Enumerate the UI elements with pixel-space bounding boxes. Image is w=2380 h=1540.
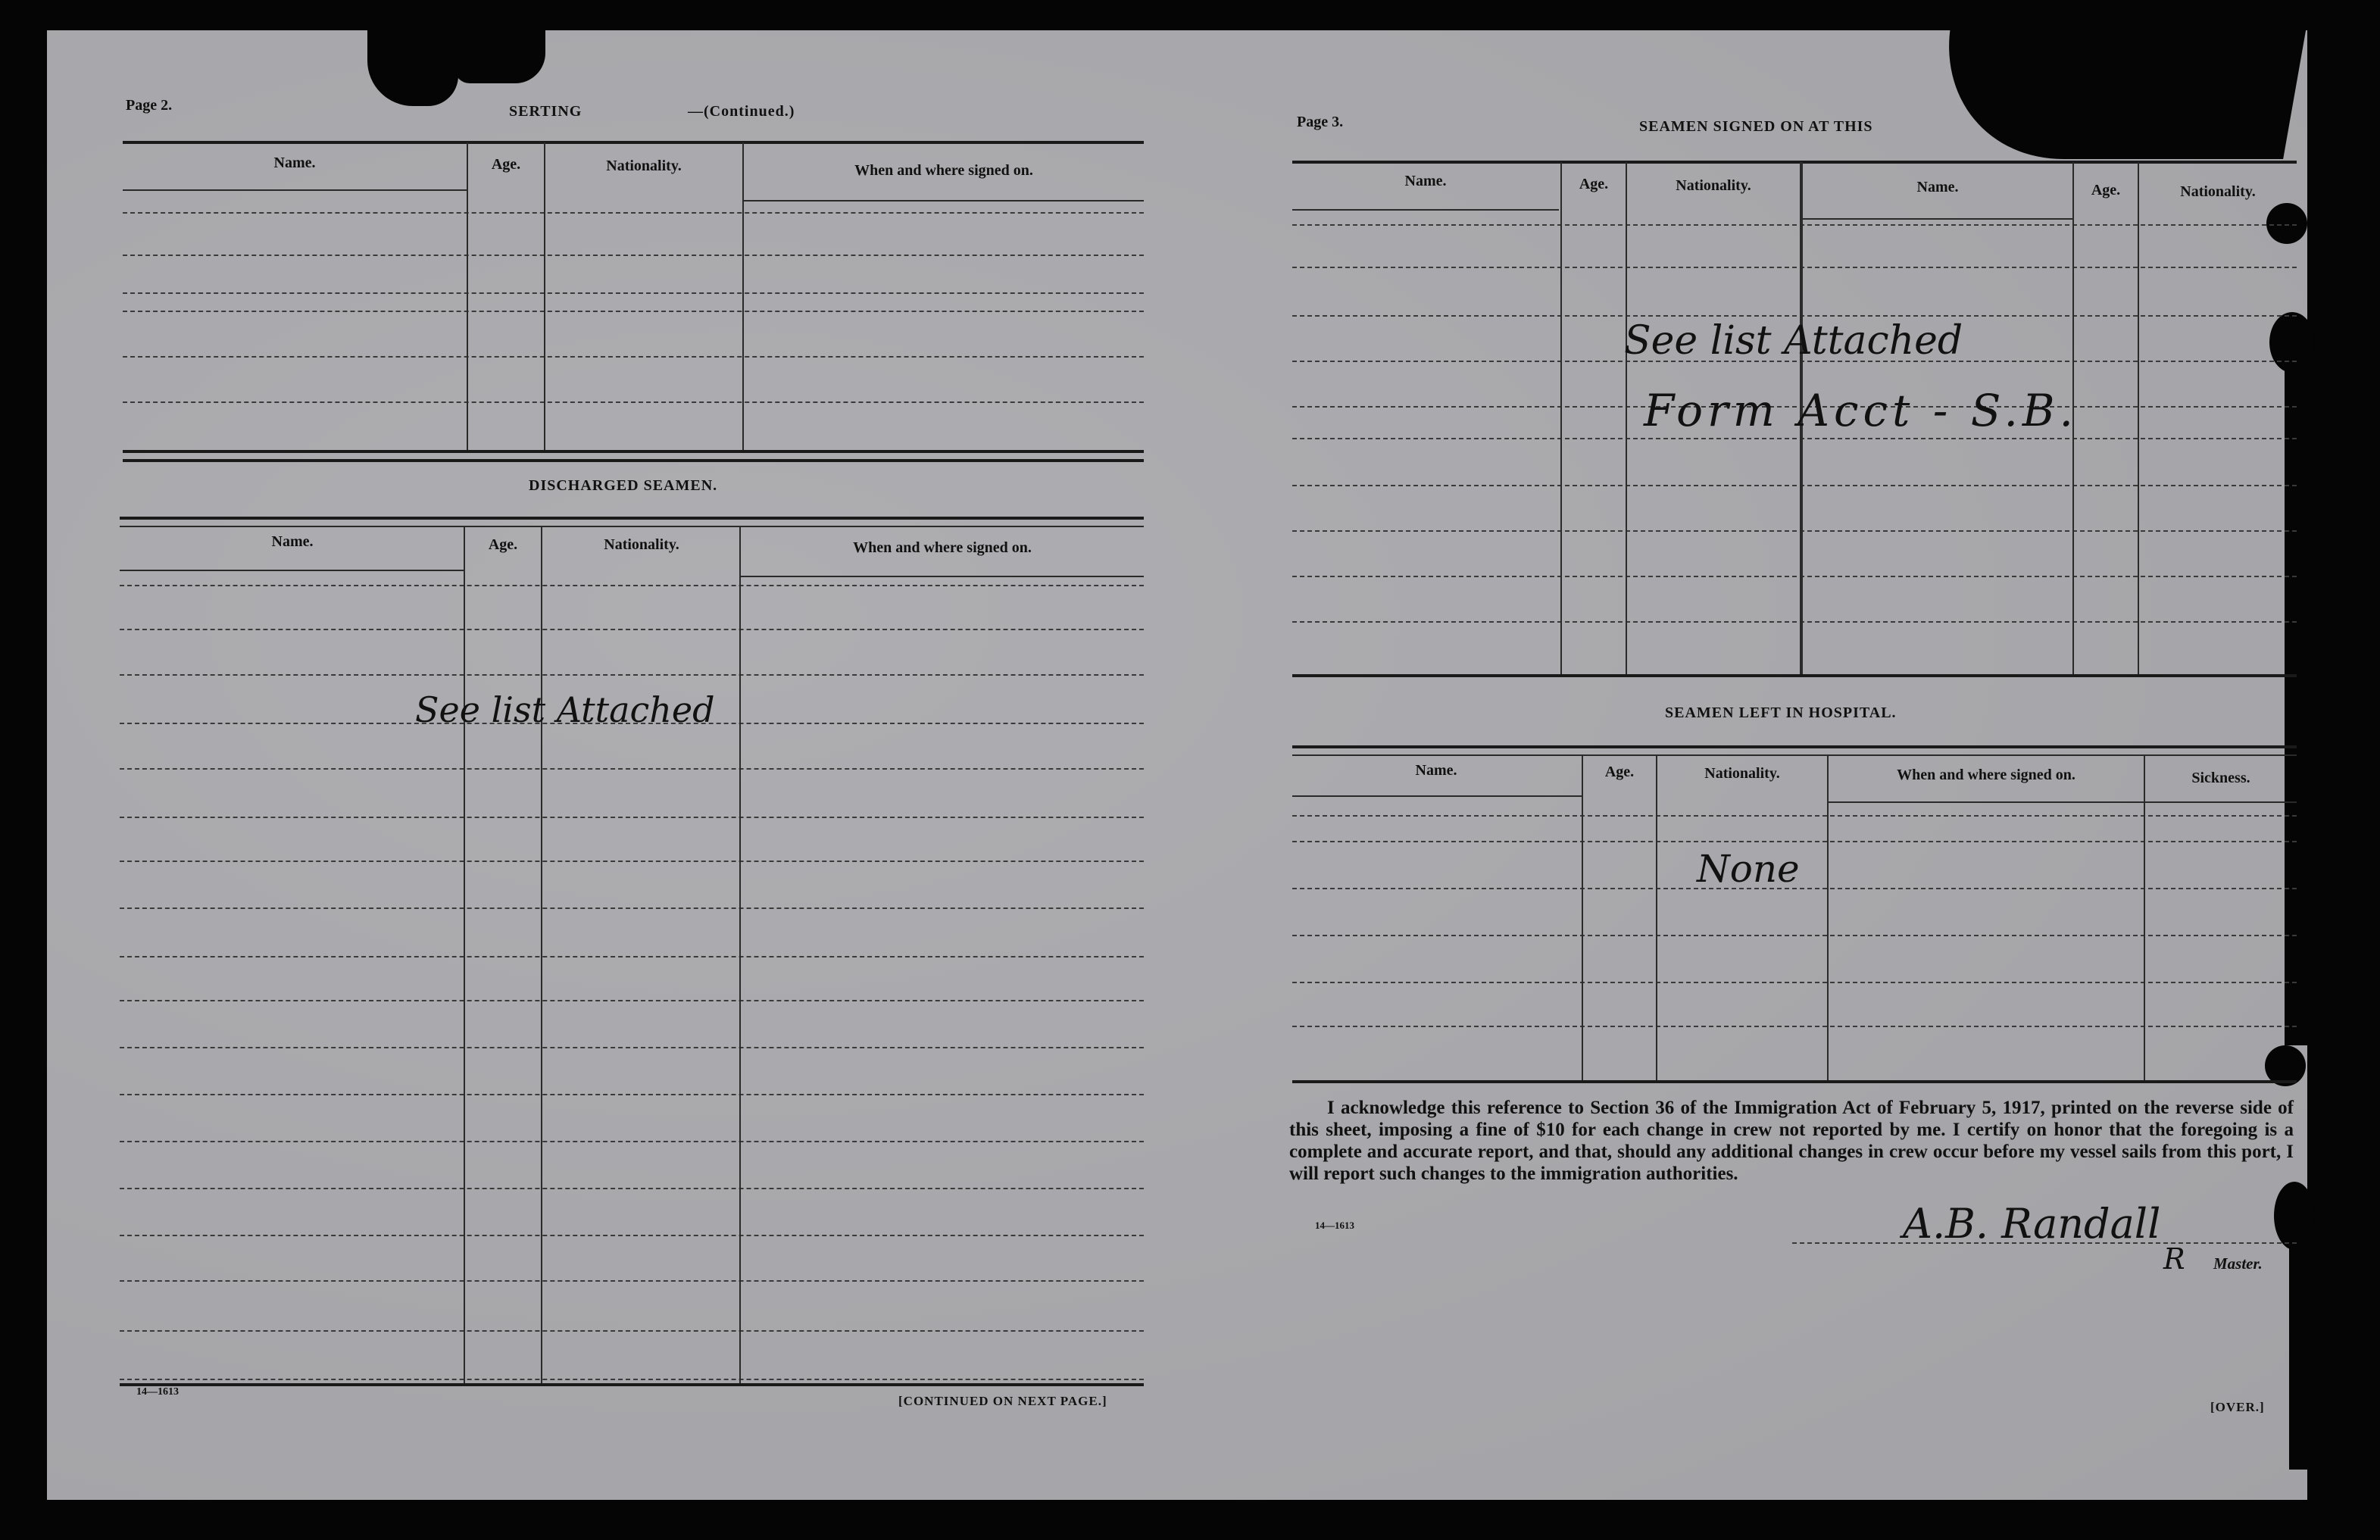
col-divider xyxy=(1626,162,1627,674)
table-row xyxy=(123,356,1144,358)
table-border xyxy=(1292,754,2297,756)
table-border xyxy=(1292,1080,2297,1083)
table-border xyxy=(1292,161,2297,164)
form-number: 14—1613 xyxy=(1315,1220,1354,1231)
col-header-name: Name. xyxy=(1404,173,1447,189)
col-header-name: Name. xyxy=(1415,762,1457,779)
torn-edge xyxy=(367,23,458,106)
punch-hole xyxy=(2266,203,2307,244)
col-divider xyxy=(467,142,468,450)
table-rule xyxy=(120,570,465,571)
table-border xyxy=(1292,745,2297,748)
col-header-age-2: Age. xyxy=(2091,182,2121,198)
table-row xyxy=(1292,315,2297,317)
table-row xyxy=(120,674,1144,676)
table-row xyxy=(120,585,1144,586)
table-rule xyxy=(1292,209,1559,211)
table-row xyxy=(120,1094,1144,1095)
table-border xyxy=(120,526,1144,527)
col-header-when-where: When and where signed on. xyxy=(1897,767,2075,783)
table-row xyxy=(1292,485,2297,486)
col-header-age: Age. xyxy=(491,156,521,173)
col-header-age: Age. xyxy=(1579,176,1609,192)
signature-mark: R xyxy=(2163,1242,2185,1276)
handwritten-note: See list Attached xyxy=(415,689,715,730)
col-divider xyxy=(1560,162,1562,674)
torn-edge xyxy=(2285,364,2315,1045)
col-header-name: Name. xyxy=(273,155,316,171)
table-row xyxy=(120,956,1144,957)
table-row xyxy=(1292,841,2297,842)
col-header-name: Name. xyxy=(271,533,314,550)
table-rule xyxy=(1803,218,2072,220)
continued-label: [CONTINUED ON NEXT PAGE.] xyxy=(898,1394,1107,1408)
table-rule xyxy=(1292,795,1582,797)
col-header-nationality-2: Nationality. xyxy=(2180,183,2256,200)
table-border xyxy=(123,450,1144,453)
handwritten-note: None xyxy=(1697,847,1800,891)
col-divider xyxy=(464,527,465,1383)
col-header-name-2: Name. xyxy=(1916,179,1959,195)
col-header-when-where: When and where signed on. xyxy=(853,539,1032,556)
table-row xyxy=(120,1280,1144,1282)
section-title: SERTING xyxy=(509,103,583,120)
table-row xyxy=(1292,267,2297,268)
table-row xyxy=(120,629,1144,630)
table-row xyxy=(1292,982,2297,983)
col-divider xyxy=(2138,162,2139,674)
col-header-age: Age. xyxy=(488,536,518,553)
col-header-nationality: Nationality. xyxy=(1676,177,1751,194)
handwritten-note: See list Attached xyxy=(1624,318,1963,364)
table-row xyxy=(120,1235,1144,1236)
table-row xyxy=(1292,621,2297,623)
table-row xyxy=(120,1141,1144,1142)
table-row xyxy=(120,1000,1144,1001)
table-border xyxy=(120,1383,1144,1386)
table-row xyxy=(123,212,1144,214)
col-divider xyxy=(2144,756,2145,1080)
punch-hole xyxy=(2274,1182,2315,1250)
col-divider xyxy=(544,142,545,450)
table-border xyxy=(120,517,1144,520)
torn-edge xyxy=(2289,1242,2319,1470)
table-border xyxy=(1292,674,2297,677)
col-divider xyxy=(739,527,741,1383)
col-divider xyxy=(1656,756,1657,1080)
table-border xyxy=(123,141,1144,144)
table-row xyxy=(123,255,1144,256)
table-row xyxy=(123,292,1144,294)
col-header-nationality: Nationality. xyxy=(606,158,682,174)
table-row xyxy=(120,768,1144,770)
hospital-title: SEAMEN LEFT IN HOSPITAL. xyxy=(1665,704,1897,721)
table-row xyxy=(120,817,1144,818)
signed-on-title: SEAMEN SIGNED ON AT THIS xyxy=(1639,118,1873,135)
document-sheet xyxy=(47,30,2307,1500)
table-row xyxy=(120,1188,1144,1189)
table-rule xyxy=(123,189,468,191)
section-title-continued: —(Continued.) xyxy=(688,103,795,120)
table-row xyxy=(1292,1026,2297,1027)
col-header-nationality: Nationality. xyxy=(1704,765,1780,782)
table-row xyxy=(120,861,1144,862)
col-header-age: Age. xyxy=(1604,764,1635,780)
col-divider xyxy=(1582,756,1583,1080)
page-label: Page 2. xyxy=(126,97,173,114)
torn-edge xyxy=(454,23,545,83)
col-divider xyxy=(742,142,744,450)
discharged-title: DISCHARGED SEAMEN. xyxy=(529,477,718,494)
table-row xyxy=(120,1330,1144,1332)
table-row xyxy=(123,401,1144,403)
table-border xyxy=(123,459,1144,462)
table-row xyxy=(123,311,1144,312)
table-row xyxy=(120,1047,1144,1048)
table-row xyxy=(1292,576,2297,577)
col-header-when-where: When and where signed on. xyxy=(854,162,1033,179)
table-row xyxy=(1292,224,2297,226)
signature-line xyxy=(1792,1242,2297,1244)
handwritten-note: Form Acct - S.B. xyxy=(1644,385,2078,436)
page-label: Page 3. xyxy=(1297,114,1344,130)
col-header-nationality: Nationality. xyxy=(604,536,679,553)
table-row xyxy=(120,907,1144,909)
acknowledgement-text: I acknowledge this reference to Section 36 of the Immigration Act of February 5, 1917, printed on the reverse side of this sheet, imposing a fine of $10 for each change in crew not reported by me. I certify on honor that the foregoing is a complete and accurate report, and that, should any additional changes in crew occur before my vessel sails from this port, I will report such changes to the immigration authorities. xyxy=(1289,1098,2294,1184)
table-row xyxy=(1292,438,2297,439)
over-label: [OVER.] xyxy=(2210,1400,2265,1414)
table-row xyxy=(1292,530,2297,532)
table-row xyxy=(1292,935,2297,936)
master-label: Master. xyxy=(2213,1254,2263,1273)
col-divider xyxy=(541,527,542,1383)
form-number: 14—1613 xyxy=(136,1386,179,1398)
table-row xyxy=(1292,815,2297,817)
table-rule xyxy=(741,576,1144,577)
table-rule xyxy=(1829,801,2297,803)
master-signature: A.B. Randall xyxy=(1903,1200,2161,1248)
col-divider xyxy=(1827,756,1829,1080)
col-header-sickness: Sickness. xyxy=(2191,770,2250,786)
table-rule xyxy=(744,200,1144,201)
table-row xyxy=(120,1379,1144,1380)
